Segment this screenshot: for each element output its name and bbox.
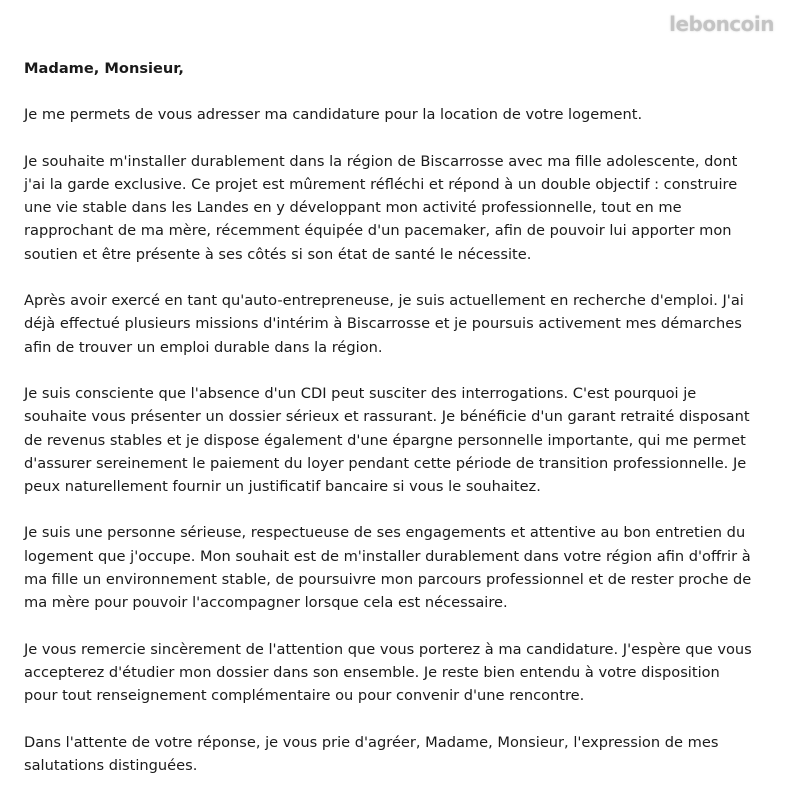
paragraph-thanks: Je vous remercie sincèrement de l'attention que vous porterez à ma candidature. J'espère que vous accepterez d'étudier mon dossier dans son ensemble. Je reste bien entendu à votre disposition pour tout renseignement complémentaire ou pour convenir d'une rencontre. <box>24 640 752 705</box>
paragraph-employment: Après avoir exercé en tant qu'auto-entrepreneuse, je suis actuellement en recherche d'emploi. J'ai déjà effectué plusieurs missions d'intérim à Biscarrosse et je poursuis activement mes démarches afin de trouver un emploi durable dans la région. <box>24 292 744 356</box>
paragraph-personality: Je suis une personne sérieuse, respectueuse de ses engagements et attentive au bon entretien du logement que j'occupe. Mon souhait est de m'installer durablement dans votre région afin d'offrir à ma fille un environnement stable, de poursuivre mon parcours professionnel et de rester proche de ma mère pour pouvoir l'accompagner lorsque cela est nécessaire. <box>24 524 752 612</box>
paragraph-closing: Dans l'attente de votre réponse, je vous prie d'agréer, Madame, Monsieur, l'expression de mes salutations distinguées. <box>24 733 719 774</box>
salutation: Madame, Monsieur, <box>24 60 184 77</box>
leboncoin-watermark: leboncoin <box>669 12 774 36</box>
paragraph-intro: Je me permets de vous adresser ma candidature pour la location de votre logement. <box>24 106 643 124</box>
paragraph-guarantees: Je suis consciente que l'absence d'un CDI peut susciter des interrogations. C'est pourquoi je souhaite vous présenter un dossier sérieux et rassurant. Je bénéficie d'un garant retraité disposant de revenus stables et je dispose également d'une épargne personnelle importante, qui me permet d'assurer sereinement le paiement du loyer pendant cette période de transition professionnelle. Je peux naturellement fournir un justificatif bancaire si vous le souhaitez. <box>24 384 750 496</box>
paragraph-project: Je souhaite m'installer durablement dans la région de Biscarrosse avec ma fille adolescente, dont j'ai la garde exclusive. Ce projet est mûrement réfléchi et répond à un double objectif : construire une vie stable dans les Landes en y développant mon activité professionnelle, tout en me rapprochant de ma mère, récemment équipée d'un pacemaker, afin de pouvoir lui apporter mon soutien et être présente à ses côtés si son état de santé le nécessite. <box>24 152 738 263</box>
letter-body <box>24 57 754 800</box>
